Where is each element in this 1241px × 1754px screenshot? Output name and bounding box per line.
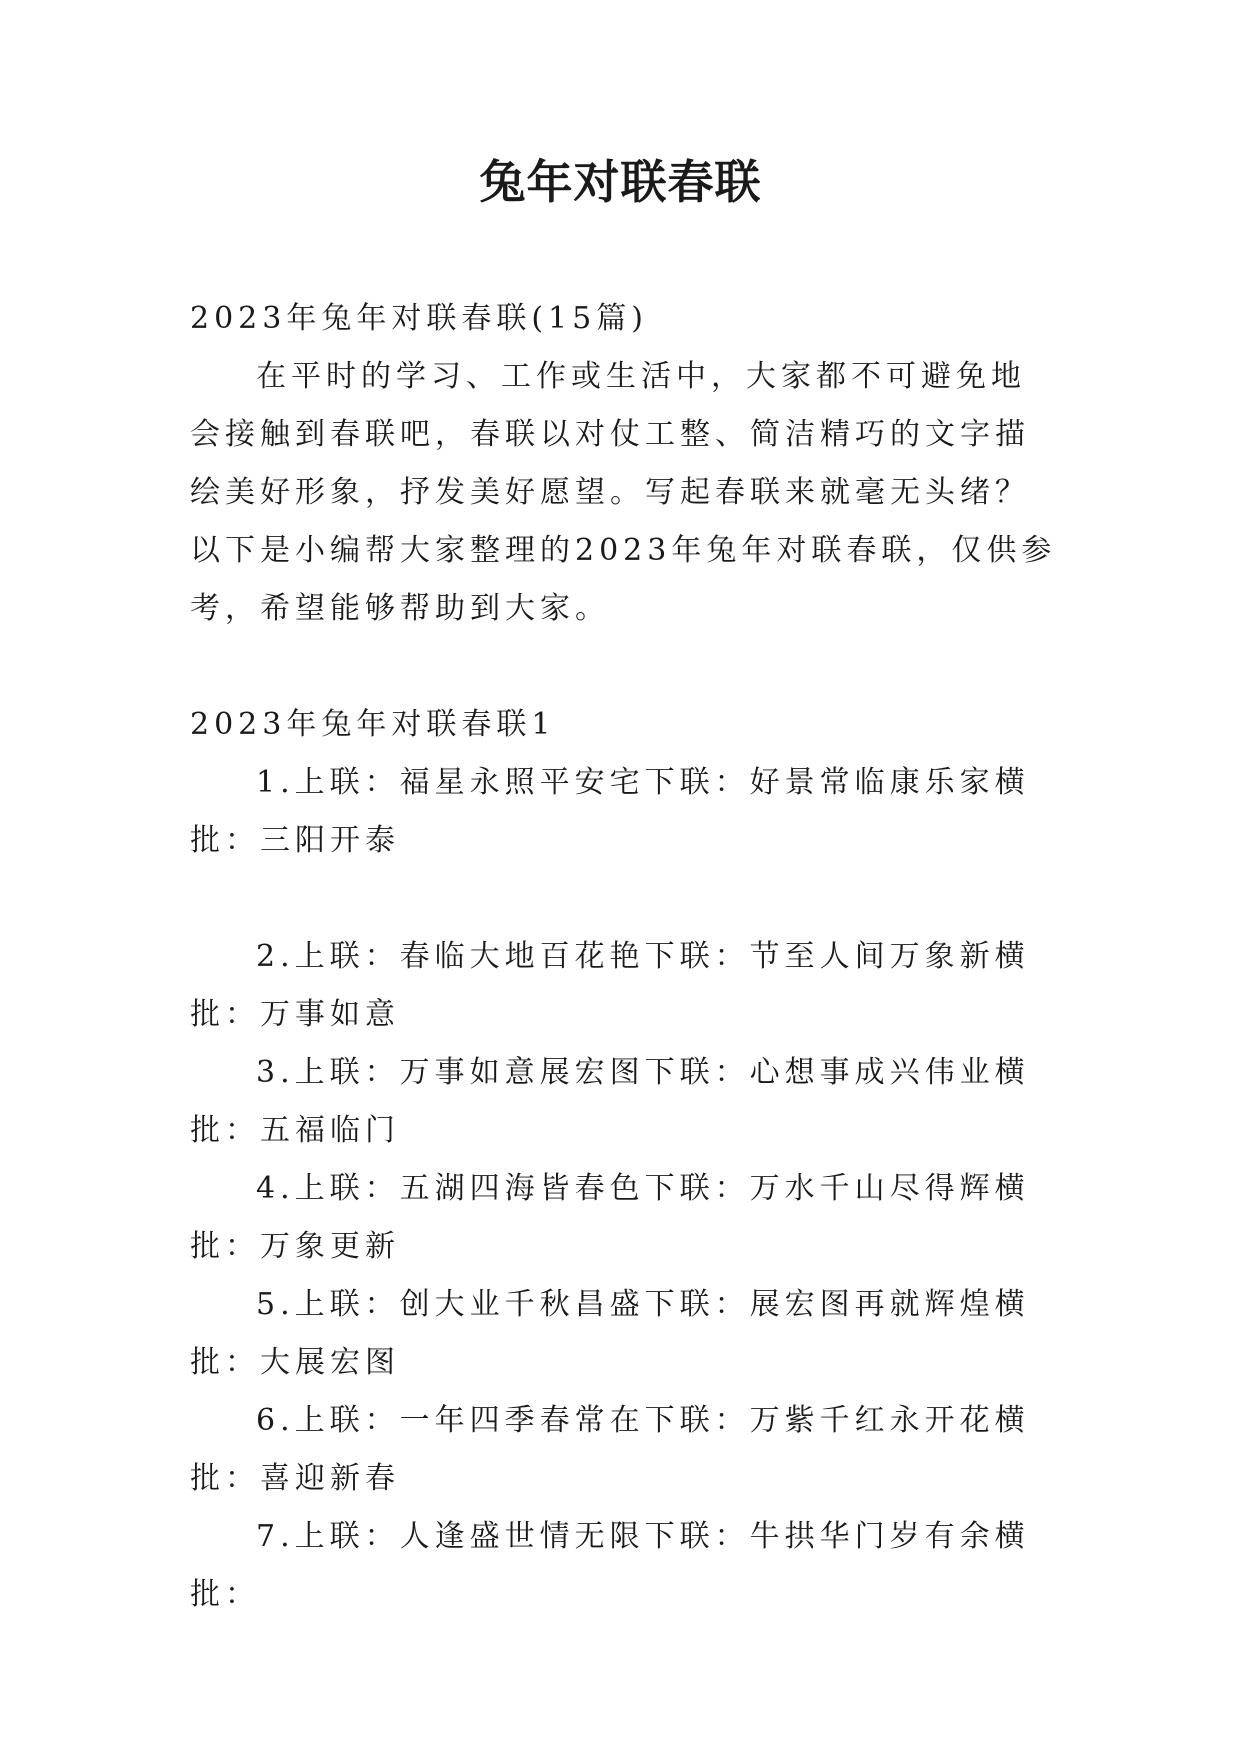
section-heading: 2023年兔年对联春联1: [190, 707, 556, 742]
couplet-item-2: 2.上联：春临大地百花艳下联：节至人间万象新横批：万事如意: [190, 939, 1030, 1032]
paragraph-spacer: [190, 870, 1060, 928]
couplet-item-5: 5.上联：创大业千秋昌盛下联：展宏图再就辉煌横批：大展宏图: [190, 1287, 1030, 1380]
couplet-item-1: 1.上联：福星永照平安宅下联：好景常临康乐家横批：三阳开泰: [190, 765, 1030, 858]
document-subtitle: 2023年兔年对联春联(15篇): [190, 301, 648, 336]
couplet-item-7: 7.上联：人逢盛世情无限下联：牛拱华门岁有余横批：: [190, 1519, 1030, 1612]
couplet-item-4: 4.上联：五湖四海皆春色下联：万水千山尽得辉横批：万象更新: [190, 1171, 1030, 1264]
paragraph-spacer: [190, 638, 1060, 696]
couplet-item-3: 3.上联：万事如意展宏图下联：心想事成兴伟业横批：五福临门: [190, 1055, 1030, 1148]
document-title: 兔年对联春联: [479, 155, 762, 209]
couplet-item-6: 6.上联：一年四季春常在下联：万紫千红永开花横批：喜迎新春: [190, 1403, 1030, 1496]
document-body: [190, 290, 1060, 1624]
intro-paragraph: 在平时的学习、工作或生活中，大家都不可避免地会接触到春联吧，春联以对仗工整、简洁精巧的文字描绘美好形象，抒发美好愿望。写起春联来就毫无头绪？以下是小编帮大家整理的2023年兔年对联春联，仅供参考，希望能够帮助到大家。: [190, 359, 1057, 626]
